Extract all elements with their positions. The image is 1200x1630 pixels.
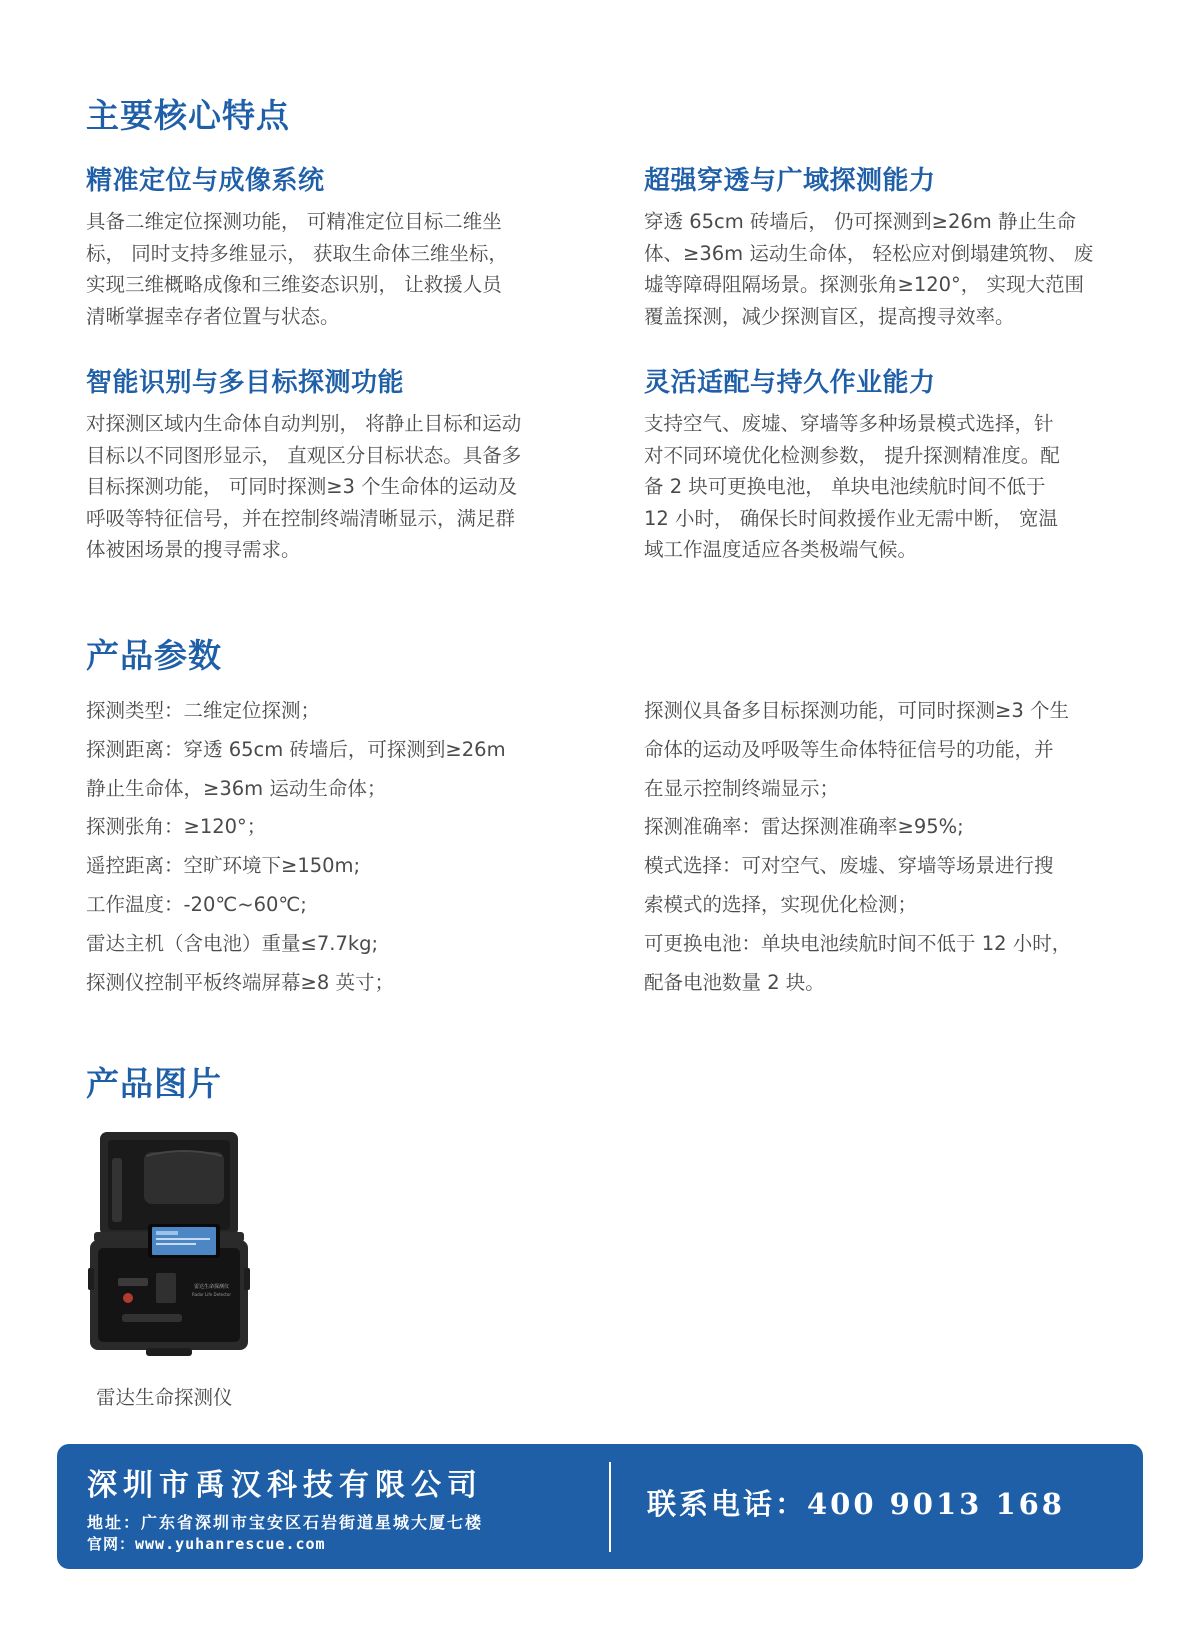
param-line: 模式选择：可对空气、废墟、穿墙等场景进行搜 — [644, 854, 1054, 878]
feature-2-body: 穿透 65cm 砖墙后， 仍可探测到≥26m 静止生命 体、≥36m 运动生命体， 轻松应对倒塌建筑物、 废 墟等障碍阻隔场景。探测张角≥120°， 实现大范围 覆盖探测，减少探测盲区，提高搜寻效率。 — [644, 210, 1094, 328]
params-right-list — [644, 692, 1114, 1002]
param-line: 可更换电池：单块电池续航时间不低于 12 小时， — [644, 931, 1072, 955]
param-line: 探测仪具备多目标探测功能，可同时探测≥3 个生 — [644, 699, 1069, 722]
features-section-title: 主要核心特点 — [86, 96, 290, 135]
radar-panel-label: 雷达生命探测仪 — [194, 1284, 230, 1290]
param-line: 命体的运动及呼吸等生命体特征信号的功能，并 — [644, 737, 1054, 761]
param-line: 雷达主机（含电池）重量≤7.7kg; — [86, 931, 379, 955]
photos-section-title: 产品图片 — [86, 1064, 222, 1103]
param-line: 工作温度：-20℃~60℃; — [86, 892, 307, 916]
param-line: 遥控距离：空旷环境下≥150m; — [86, 854, 361, 878]
params-left-list — [86, 692, 556, 1002]
feature-4-title: 灵活适配与持久作业能力 — [644, 368, 936, 398]
param-line: 探测张角：≥120°； — [86, 815, 267, 839]
company-name: 深圳市禹汉科技有限公司 — [87, 1468, 483, 1503]
param-line: 探测仪控制平板终端屏幕≥8 英寸； — [86, 970, 394, 994]
param-line: 索模式的选择，实现优化检测； — [644, 892, 918, 916]
radar-detector-photo — [86, 1128, 252, 1360]
radar-panel-sublabel: Radar Life Detector — [192, 1292, 231, 1297]
feature-3-title: 智能识别与多目标探测功能 — [86, 368, 405, 398]
feature-4-body: 支持空气、废墟、穿墙等多种场景模式选择，针 对不同环境优化检测参数， 提升探测精准度。配 备 2 块可更换电池， 单块电池续航时间不低于 12 小时， 确保长时间救援作业无需中断， 宽温 域工作温度适应各类极端气候。 — [644, 412, 1060, 561]
param-line: 探测准确率：雷达探测准确率≥95%; — [644, 815, 964, 839]
feature-3-body: 对探测区域内生命体自动判别， 将静止目标和运动 目标以不同图形显示， 直观区分目标状态。具备多 目标探测功能， 可同时探测≥3 个生命体的运动及 呼吸等特征信号，并在控制终端清晰显示，满足群 体被困场景的搜寻需求。 — [86, 412, 522, 561]
company-address: 地址：广东省深圳市宝安区石岩街道星城大厦七楼 — [87, 1513, 484, 1532]
feature-1-body: 具备二维定位探测功能， 可精准定位目标二维坐 标， 同时支持多维显示， 获取生命体三维坐标， 实现三维概略成像和三维姿态识别， 让救援人员 清晰掌握幸存者位置与状态。 — [86, 210, 508, 328]
param-line: 静止生命体，≥36m 运动生命体； — [86, 776, 387, 800]
feature-1-title: 精准定位与成像系统 — [86, 166, 325, 196]
feature-2-title: 超强穿透与广域探测能力 — [644, 166, 936, 196]
param-line: 在显示控制终端显示； — [644, 776, 840, 800]
param-line: 配备电池数量 2 块。 — [644, 970, 825, 994]
footer-banner — [57, 1444, 1143, 1569]
param-line: 探测距离：穿透 65cm 砖墙后，可探测到≥26m — [86, 737, 506, 761]
param-line: 探测类型：二维定位探测； — [86, 699, 321, 722]
company-website[interactable]: 官网：www.yuhanrescue.com — [87, 1535, 326, 1553]
footer-divider — [609, 1462, 611, 1552]
photo-caption: 雷达生命探测仪 — [96, 1386, 233, 1409]
params-section-title: 产品参数 — [86, 636, 222, 675]
contact-phone: 联系电话：400 9013 168 — [647, 1487, 1065, 1521]
